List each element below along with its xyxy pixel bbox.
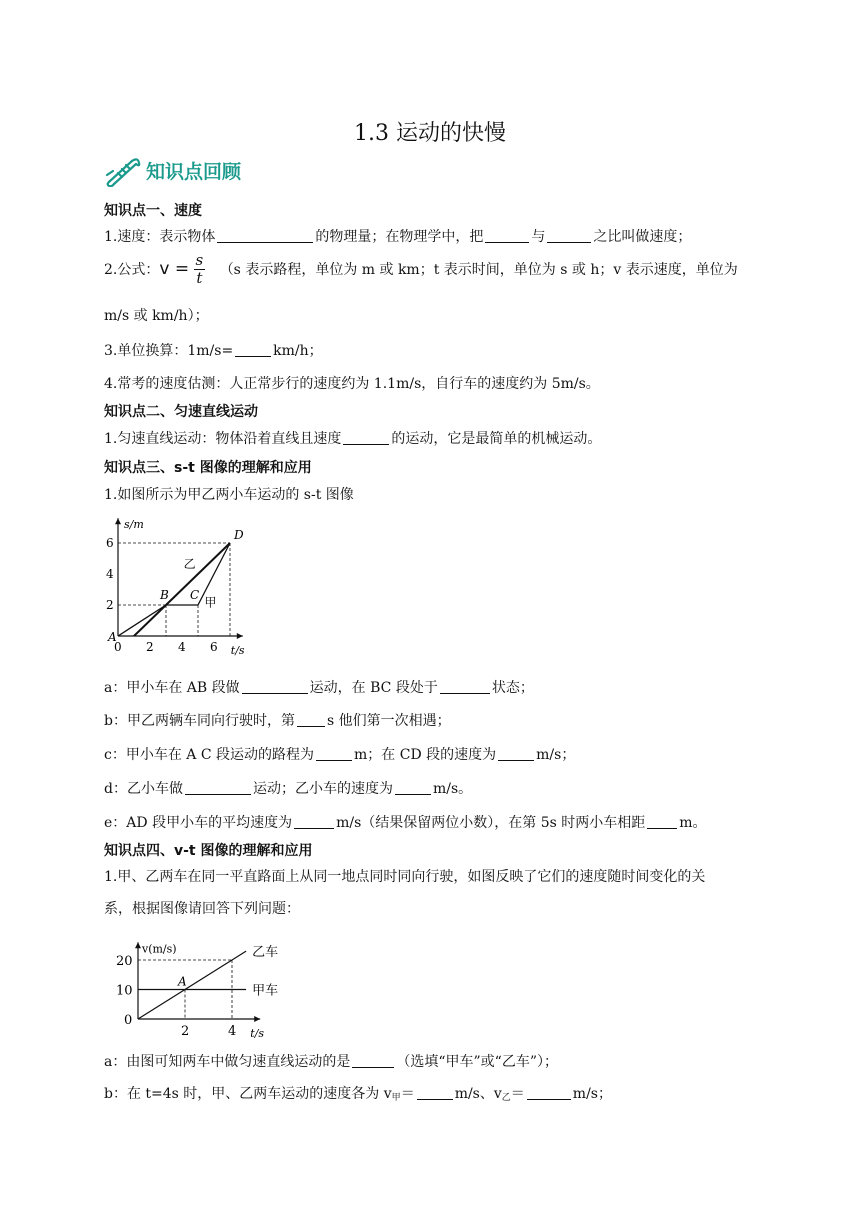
point-label-C: C — [190, 588, 200, 602]
s3-qa: a：甲小车在 AB 段做 运动，在 BC 段处于 状态； — [104, 680, 534, 696]
y-axis-label: s/m — [124, 518, 144, 532]
series-line-jia — [118, 543, 230, 636]
s1-line2b: m/s 或 km/h）； — [104, 308, 209, 324]
s3-qd: d：乙小车做 运动；乙小车的速度为 m/s。 — [104, 781, 473, 797]
section-banner — [104, 152, 241, 188]
x-axis-label: t/s — [230, 644, 245, 657]
heading-s2: 知识点二、匀速直线运动 — [104, 404, 258, 420]
point-label-A: A — [178, 974, 187, 989]
s3-line1: 1.如图所示为甲乙两小车运动的 s-t 图像 — [104, 487, 354, 503]
series-line-yi — [134, 543, 230, 636]
y-axis-label: v(m/s) — [142, 942, 177, 956]
x-tick-label: 4 — [178, 640, 186, 654]
s2-line1: 1.匀速直线运动：物体沿着直线且速度 的运动，它是最简单的机械运动。 — [104, 431, 602, 447]
vt-chart — [104, 928, 304, 1038]
series-label-0: 乙车 — [252, 945, 279, 961]
series-label-jia: 甲 — [204, 595, 217, 610]
series-line-0 — [138, 951, 246, 1019]
y-axis-arrow — [135, 942, 141, 948]
x-axis-arrow — [237, 633, 243, 639]
heading-s1: 知识点一、速度 — [104, 203, 202, 219]
s1-line4: 4.常考的速度估测：人正常步行的速度约为 1.1m/s，自行车的速度约为 5m/s。 — [104, 376, 600, 392]
point-label-D: D — [234, 528, 244, 542]
series-label-1: 甲车 — [252, 983, 279, 999]
x-tick-label: 0 — [124, 1013, 133, 1028]
s1-line3: 3.单位换算：1m/s= km/h； — [104, 343, 323, 359]
s4-line1: 1.甲、乙两车在同一平直路面上从同一地点同时同向行驶，如图反映了它们的速度随时间变化的关 — [104, 869, 706, 885]
y-tick-label: 4 — [106, 567, 114, 581]
heading-s4: 知识点四、v-t 图像的理解和应用 — [104, 843, 313, 859]
page-title: 1.3 运动的快慢 — [354, 121, 506, 146]
s1-line1: 1.速度：表示物体 的物理量；在物理学中，把 与 之比叫做速度； — [104, 229, 692, 245]
y-tick-label: 10 — [116, 983, 133, 999]
y-tick-label: 20 — [116, 954, 133, 969]
s3-qb: b：甲乙两辆车同向行驶时，第 s 他们第一次相遇； — [104, 713, 451, 729]
x-axis-arrow — [254, 1016, 260, 1022]
banner-label: 知识点回顾 — [146, 160, 242, 183]
x-tick-label: 2 — [181, 1024, 190, 1038]
s1-formula-line: 2.公式：v = $\frac{s}{t}$ （s 表示路程，单位为 m 或 km；t 表示时间，单位为 s 或 h；v 表示速度，单位为 — [104, 251, 738, 287]
s4-qa: a：由图可知两车中做匀速直线运动的是 （选填“甲车”或“乙车”）； — [104, 1054, 558, 1070]
x-tick-label: 0 — [114, 640, 122, 654]
st-chart — [104, 515, 264, 660]
x-tick-label: 6 — [210, 640, 218, 654]
x-tick-label: 4 — [228, 1024, 237, 1038]
point-label-B: B — [160, 588, 169, 602]
s4-qb: b：在 t=4s 时，甲、乙两车运动的速度各为 $v_甲= m/s$、$v_乙= m/s$； — [104, 1086, 612, 1103]
scroll-icon — [104, 153, 144, 187]
s4-line1b: 系，根据图像请回答下列问题： — [104, 901, 300, 917]
x-tick-label: 2 — [146, 640, 154, 654]
x-axis-label: t/s — [250, 1027, 264, 1038]
heading-s3: 知识点三、s-t 图像的理解和应用 — [104, 460, 312, 476]
s3-qe: e：AD 段甲小车的平均速度为 m/s（结果保留两位小数），在第 5s 时两小车相距 m。 — [104, 815, 707, 831]
point-label-A: A — [108, 630, 117, 644]
s3-qc: c：甲小车在 A C 段运动的路程为 m；在 CD 段的速度为 m/s； — [104, 747, 576, 763]
series-label-yi: 乙 — [183, 556, 196, 571]
speed-formula-fraction: $\frac{s}{t}$ — [195, 251, 204, 287]
y-tick-label: 6 — [106, 536, 114, 550]
y-axis-arrow — [115, 518, 121, 524]
y-tick-label: 2 — [106, 598, 114, 612]
